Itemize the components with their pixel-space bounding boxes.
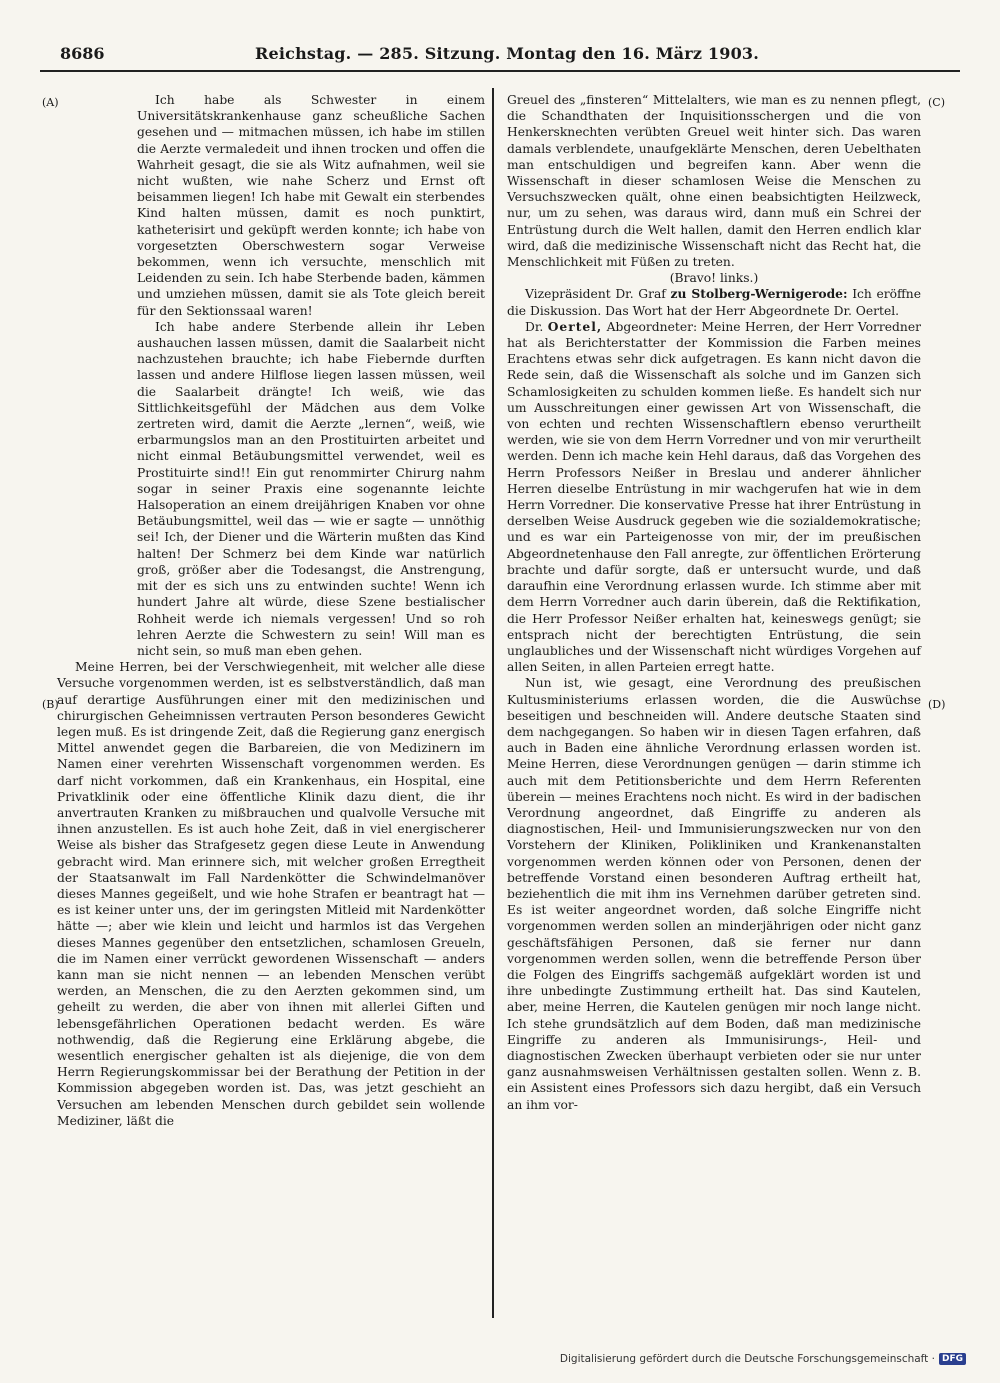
oertel-paragraph-1: Meine Herren, der Herr Vorredner hat als Berichterstatter der Kommission die Farben meines Erachtens etwas sehr dick aufgetragen. Es kann nicht davon die Rede sein, daß die Wissenschaft als solche und im Ganzen sich Schamlosigkeiten zu schulden kommen ließe. Es handelt sich nur um Ausschreitungen einer gewissen Art von Wissenschaft, die von echten und rechten Wissenschaftlern ebenso verurtheilt werden, wie sie von dem Herrn Vorredner und von mir verurtheilt werden. Denn ich mache kein Hehl daraus, daß das Vorgehen des Herrn Professors Neißer in Breslau und anderer ähnlicher Herren dieselbe Entrüstung in mir wachgerufen hat wie in dem Herrn Vorredner. Die konservative Presse hat ihrer Entrüstung in derselben Weise Ausdruck gegeben wie die sozialdemokratische; und es war ein Parteigenosse von mir, der im preußischen Abgeordnetenhause den Fall anregte, zur öffentlichen Erörterung brachte und dafür sorgte, daß er untersucht wurde, und daß daraufhin eine Verordnung erlassen wurde. Ich stimme aber mit dem Herrn Vorredner auch darin überein, daß die Rektifikation, die Herr Professor Neißer erhalten hat, keineswegs genügt; sie entsprach nicht der berechtigten Entrüstung, die sein unglaubliches und der Wissenschaft nicht würdiges Vorgehen auf allen Seiten, in allen Parteien erregt hatte. [507,319,921,675]
digitization-footer [560,1353,966,1365]
quote-paragraph-1: Ich habe als Schwester in einem Universitätskrankenhause ganz scheußliche Sachen gesehen und — mitmachen müssen, ich habe im stillen die Aerzte vermaledeit und ihnen trocken und offen die Wahrheit gesagt, die sie als Witz aufnahmen, weil sie nicht wußten, wie nahe Scherz und Ernst oft beisammen liegen! Ich habe mit Gewalt ein sterbendes Kind halten müssen, damit es noch punktirt, katheterisirt und geküpft werden konnte; ich habe von vorgesetzten Oberschwestern sogar Verweise bekommen, wenn ich versuchte, menschlich mit Leidenden zu sein. Ich habe Sterbende baden, kämmen und umziehen müssen, damit sie als Tote gleich bereit für den Sektionssaal waren! [137,93,485,318]
margin-mark-c: (C) [928,96,945,109]
left-column [57,92,485,1129]
right-column [507,92,921,1113]
vice-president-label: Vizepräsident Dr. Graf [525,287,666,302]
vice-president-text: Ich eröffne die Diskussion. Das Wort hat der Herr Abgeordnete Dr. Oertel. [507,287,921,318]
dfg-logo-icon: DFG [939,1353,966,1365]
footer-credit: Digitalisierung gefördert durch die Deutsche Forschungsgemeinschaft · [559,1353,935,1365]
margin-mark-a: (A) [42,96,59,109]
column-divider [492,88,494,1318]
margin-mark-b: (B) [42,698,59,711]
speech-paragraph-2: Greuel des „finsteren“ Mittelalters, wie man es zu nennen pflegt, die Schandthaten der Inquisitionsschergen und die von Henkersknechten verübten Greuel weit hinter sich. Das waren damals verblendete, unaufgeklärte Menschen, deren Uebelthaten man entschuldigen und begreifen kann. Aber wenn die Wissenschaft in dieser schamlosen Weise die Menschen zu Versuchszwecken quält, ohne einen beabsichtigten Heilzweck, nur, um zu sehen, was daraus wird, dann muß ein Schrei der Entrüstung durch die Welt hallen, damit den Herren endlich klar wird, daß die medizinische Wissenschaft nicht das Recht hat, die Menschlichkeit mit Füßen zu treten. [507,93,921,270]
speaker-name: Oertel, [547,318,603,334]
speaker-role: Abgeordneter: [606,319,698,334]
vice-president-name: zu Stolberg-Wernigerode: [670,286,848,302]
margin-mark-d: (D) [928,698,946,711]
page-header [40,40,960,72]
vice-president-remark [507,286,921,318]
speech-paragraph-1: Meine Herren, bei der Verschwiegenheit, mit welcher alle diese Versuche vorgenommen werden, ist es selbstverständlich, daß man auf derartige Ausführungen einer mit den medizinischen und chirurgischen Geheimnissen vertrauten Person besonderes Gewicht legen muß. Es ist dringende Zeit, daß die Regierung ganz energisch Mittel anwendet gegen die Barbareien, die von Medizinern im Namen einer verehrten Wissenschaft vorgenommen werden. Es darf nicht vorkommen, daß ein Krankenhaus, ein Hospital, eine Privatklinik oder eine öffentliche Klinik dazu dient, die ihr anvertrauten Kranken zu mißbrauchen und qualvolle Versuche mit ihnen anzustellen. Es ist auch hohe Zeit, daß in viel energischerer Weise als bisher das Strafgesetz gegen diese Leute in Anwendung gebracht wird. Man erinnere sich, mit welcher großen Erregtheit der Staatsanwalt im Fall Nardenkötter die Schwindelmanöver dieses Mannes gegeißelt, und wie hohe Strafen er beantragt hat — es ist keiner unter uns, der im geringsten Mitleid mit Nardenkötter hätte —; aber wie klein und leicht und harmlos ist das Vergehen dieses Mannes gegenüber den entsetzlichen, schamlosen Greueln, die im Namen einer verrückt gewordenen Wissenschaft — anders kann man sie nicht nennen — an lebenden Menschen verübt werden, an Menschen, die zu den Aerzten gekommen sind, um geheilt zu werden, die aber von ihnen mit allerlei Giften und lebensgefährlichen Operationen bedacht werden. Es wäre nothwendig, daß die Regierung eine Erklärung abgebe, die wesentlich energischer gehalten ist als diejenige, die von dem Herrn Regierungskommissar bei der Berathung der Petition in der Kommission abgegeben worden ist. Das, was jetzt geschieht an Versuchen am lebenden Menschen durch gebildet sein wollende Mediziner, läßt die [57,660,485,1128]
quote-paragraph-2: Ich habe andere Sterbende allein ihr Leben aushauchen lassen müssen, damit die Saalarbeit nicht nachzustehen brauchte; ich habe Fiebernde durften lassen und andere Hilflose liegen lassen müssen, weil die Saalarbeit drängte! Ich weiß, wie das Sittlichkeitsgefühl der Mädchen aus dem Volke zertreten wird, damit die Aerzte „lernen“, weiß, wie erbarmungslos man an den Prostituirten arbeitet und nicht einmal Betäubungsmittel verwendet, weil es Prostituirte sind!! Ein gut renommirter Chirurg nahm sogar in seiner Praxis eine sogenannte leichte Halsoperation an einem dreijährigen Knaben vor ohne Betäubungsmittel, weil das — wie er sagte — unnöthig sei! Ich, der Diener und die Wärterin mußten das Kind halten! Der Schmerz bei dem Kinde war natürlich groß, größer aber die Todesangst, die Anstrengung, mit der es sich uns zu entwinden suchte! Wenn ich hundert Jahre alt würde, diese Szene bestialischer Rohheit werde ich niemals vergessen! Und so roh lehren Aerzte die Schwestern zu sein! Will man es nicht sein, so muß man eben gehen. [137,319,485,658]
applause-note: (Bravo! links.) [669,271,759,286]
page-number: 8686 [60,44,105,63]
speaker-title: Dr. [525,319,544,334]
oertel-paragraph-2: Nun ist, wie gesagt, eine Verordnung des preußischen Kultusministeriums erlassen worden, die die Auswüchse beseitigen und beschneiden will. Andere deutsche Staaten sind dem nachgegangen. So haben wir in diesen Tagen erfahren, daß auch in Baden eine ähnliche Verordnung erlassen worden ist. Meine Herren, diese Verordnungen genügen — darin stimme ich auch mit dem Petitionsberichte und dem Herrn Referenten überein — meines Erachtens noch nicht. Es wird in der badischen Verordnung angeordnet, daß Eingriffe zu anderen als diagnostischen, Heil- und Immunisierungszwecken nur von den Vorstehern der Kliniken, Polikliniken und Krankenanstalten vorgenommen werden können oder von Personen, denen der betreffende Vorstand einen besonderen Auftrag ertheilt hat, beziehentlich die mit ihm ins Vernehmen darüber getreten sind. Es ist weiter angeordnet worden, daß solche Eingriffe nicht vorgenommen werden sollen an minderjährigen oder nicht ganz geschäftsfähigen Personen, daß sie ferner nur dann vorgenommen werden sollen, wenn die betreffende Person über die Folgen des Eingriffs sachgemäß aufgeklärt worden ist und ihre unbedingte Zustimmung ertheilt hat. Das sind Kautelen, aber, meine Herren, die Kautelen genügen mir noch lange nicht. Ich stehe grundsätzlich auf dem Boden, daß man medizinische Eingriffe zu anderen als Immunisirungs-, Heil- und diagnostischen Zwecken überhaupt verbieten oder sie nur unter ganz ausnahmsweisen Verhältnissen gestalten sollen. Wenn z. B. ein Assistent eines Professors sich dazu hergibt, daß ein Versuch an ihm vor- [507,676,921,1112]
running-head: Reichstag. — 285. Sitzung. Montag den 16. März 1903. [255,44,760,63]
oertel-speech-opening [507,319,921,675]
